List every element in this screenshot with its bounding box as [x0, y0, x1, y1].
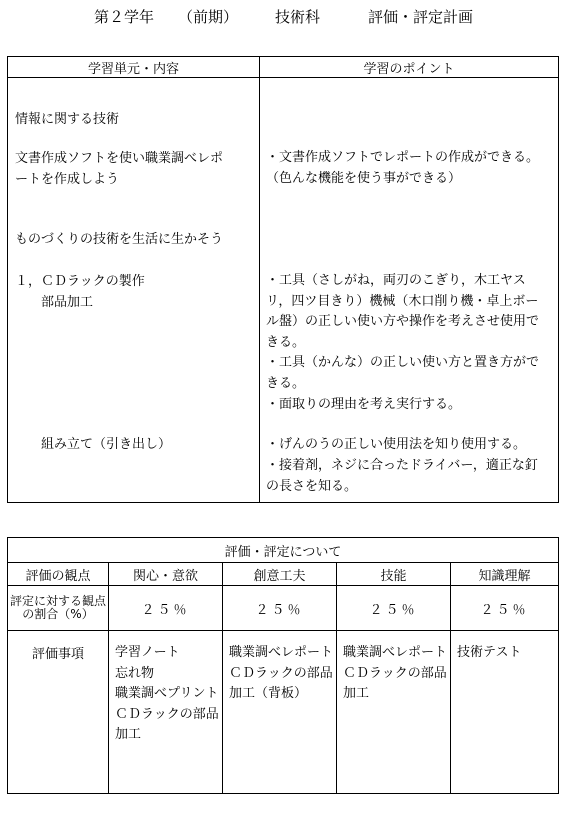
- evaluation-table: [7, 537, 559, 794]
- unit-report-line1: 文書作成ソフトを使い職業調べレポ: [15, 151, 224, 166]
- ratio-knowledge: ２５％: [451, 586, 559, 631]
- item: 忘れ物: [115, 665, 155, 681]
- subject-label: 技術科: [275, 8, 321, 26]
- item: 職業調べレポート: [229, 645, 334, 660]
- viewpoint-knowledge: 知識理解: [451, 563, 559, 586]
- header-points: 学習のポイント: [260, 57, 559, 78]
- item: 学習ノート: [115, 645, 180, 660]
- items-label: 評価事項: [31, 647, 84, 662]
- unit-monozukuri: ものづくりの技術を生活に生かそう: [15, 232, 224, 247]
- ratio-skill: ２５％: [337, 586, 451, 631]
- item: 技術テスト: [457, 645, 522, 660]
- unit-cd-rack: １，ＣＤラックの製作: [15, 274, 145, 289]
- items-skill: [337, 631, 451, 794]
- items-knowledge: [451, 631, 559, 794]
- grade-label: 第２学年: [94, 8, 155, 26]
- header-unit: 学習単元・内容: [8, 57, 260, 78]
- items-interest: [109, 631, 223, 794]
- item: ＣＤラックの部品加工: [115, 706, 219, 742]
- ratio-creativity: ２５％: [223, 586, 337, 631]
- unit-info-tech: 情報に関する技術: [15, 112, 120, 127]
- point-adhesive: ・接着剤，ネジに合ったドライバー，適正な釘の長さを知る。: [266, 458, 538, 494]
- term-label: （前期）: [178, 8, 239, 26]
- evaluation-title: 評価・評定について: [8, 538, 559, 563]
- items-label-cell: [8, 631, 109, 794]
- items-creativity: [223, 631, 337, 794]
- unit-assembly: 組み立て（引き出し）: [41, 437, 172, 452]
- point-hammer: ・げんのうの正しい使用法を知り使用する。: [266, 437, 527, 452]
- viewpoint-creativity: 創意工夫: [223, 563, 337, 586]
- viewpoint-skill: 技能: [337, 563, 451, 586]
- viewpoint-interest: 関心・意欲: [109, 563, 223, 586]
- ratio-interest: ２５％: [109, 586, 223, 631]
- unit-report-line2: ートを作成しよう: [15, 172, 120, 187]
- document-title: 評価・評定計画: [368, 8, 474, 26]
- item: ＣＤラックの部品加工: [343, 665, 447, 701]
- point-tools: ・工具（さしがね，両刃のこぎり，木工ヤスリ，四ツ目きり）機械（木口削り機・卓上ボール盤）の正しい使い方や操作を考えさせ使用できる。: [266, 273, 540, 350]
- points-cell: [260, 78, 559, 503]
- learning-plan-table: [7, 56, 559, 503]
- item: 職業調べプリント: [115, 686, 219, 701]
- item: 職業調べレポート: [343, 645, 448, 660]
- viewpoint-label: 評価の観点: [8, 563, 109, 586]
- point-plane: ・工具（かんな）の正しい使い方と置き方ができる。: [266, 355, 540, 391]
- unit-cell: [8, 78, 260, 503]
- item: ＣＤラックの部品加工（背板）: [229, 665, 333, 701]
- unit-parts: 部品加工: [41, 295, 94, 310]
- point-chamfer: ・面取りの理由を考え実行する。: [266, 397, 462, 412]
- point-report: ・文書作成ソフトでレポートの作成ができる。（色んな機能を使う事ができる）: [266, 150, 540, 186]
- page-title: [0, 6, 581, 28]
- ratio-label: 評定に対する観点の割合（%）: [8, 586, 109, 631]
